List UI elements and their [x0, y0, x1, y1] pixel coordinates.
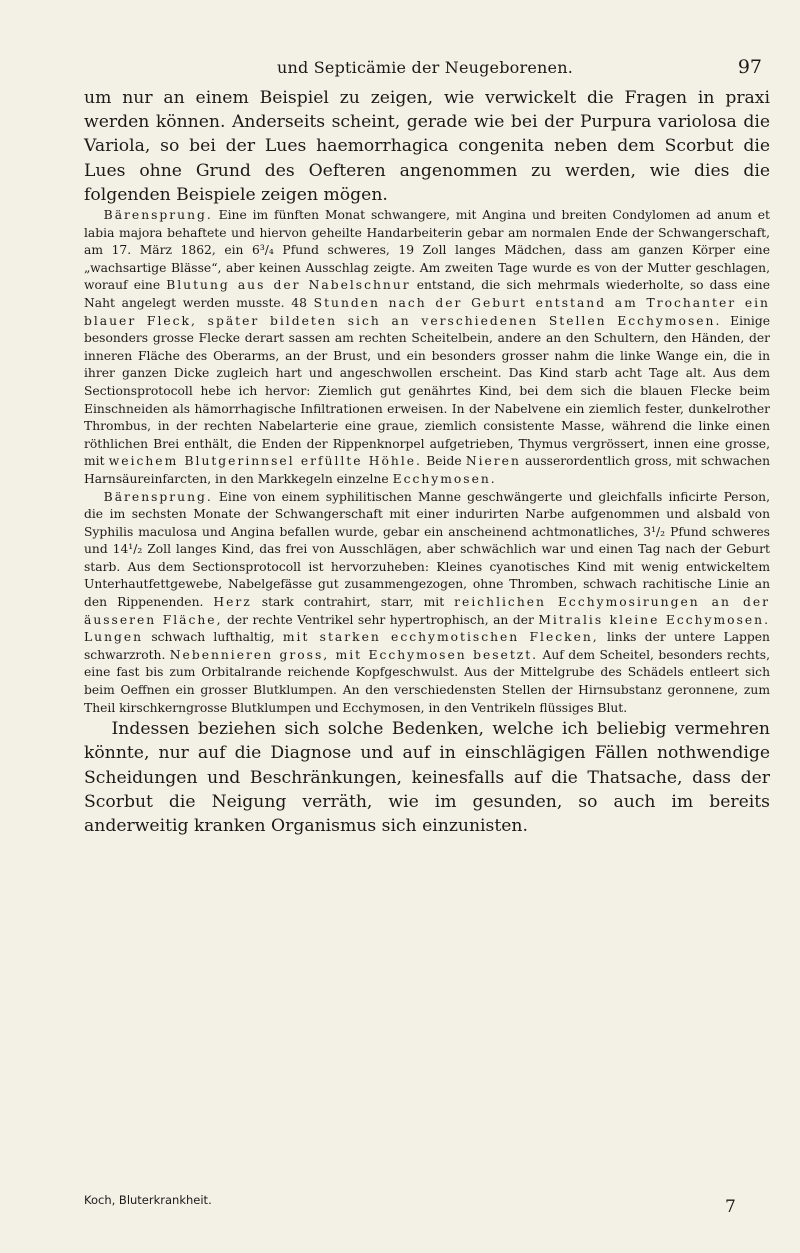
text-run: entstand, die sich mehrmals wiederholte, so dass eine Naht angelegt werden musste. 48	[84, 278, 770, 310]
text-run: Einige besonders grosse Flecke derart sassen am rechten Scheitelbein, andere an den Schultern, den Händen, der inneren Fläche des Oberarms, an der Brust, und ein besonders grosser nahm die linke Wange ein, die in ihrer ganzen Dicke zugleich hart und angeschwollen erscheint. Das Kind starb acht Tage alt. Aus dem Sectionsprotocoll hebe ich hervor: Ziemlich gut genährtes Kind, bei dem sich die blauen Flecke beim Einschneiden als hämorrhagische Infiltrationen erweisen. In der Nabelvene ein ziemlich fester, dunkelrother Thrombus, in der rechten Nabelarterie eine graue, ziemlich consistente Masse, während die linke einen röthlichen Brei enthält, die Enden der Rippenknorpel aufgetrieben, Thymus vergrössert, innen eine grosse, mit	[84, 313, 771, 469]
text-run: stark contrahirt, starr, mit	[251, 595, 455, 610]
intro-paragraph: um nur an einem Beispiel zu zeigen, wie verwickelt die Fragen in praxi werden können. Anderseits scheint, gerade wie bei der Purpura variolosa die Variola, so bei der Lues haemorrhagica congenita neben dem Scorbut die Lues ohne Grund des Oefteren angenommen zu werden, wie dies die folgenden Beispiele zeigen mögen.	[84, 88, 770, 205]
page-number: 97	[737, 56, 762, 78]
spaced-emphasis-text: Ecchymosen.	[392, 471, 497, 486]
case-paragraph-1	[84, 207, 770, 489]
text-run: links der untere Lappen schwarzroth.	[84, 630, 770, 662]
sheet-signature: Koch, Bluterkrankheit.	[84, 1193, 212, 1207]
closing-paragraph: Indessen beziehen sich solche Bedenken, welche ich beliebig vermehren könnte, nur auf die Diagnose und auf in einschlägigen Fällen nothwendige Scheidungen und Beschränkungen, keinesfalls auf die Thatsache, dass der Scorbut die Neigung verräth, wie im gesunden, so auch im bereits anderweitig kranken Organismus sich einzunisten.	[84, 719, 770, 837]
spaced-emphasis-text: Stunden nach der Geburt entstand am Trochanter ein blauer Fleck, später bildeten sich an verschiedenen Stellen Ecchymosen.	[84, 295, 770, 328]
text-run: Beide	[421, 454, 466, 469]
spaced-emphasis-text: Nieren	[465, 454, 521, 469]
page-header	[80, 58, 770, 84]
text-run: Eine im fünften Monat schwangere, mit Angina und breiten Condylomen ad anum et labia majora behaftete und hiervon geheilte Handarbeiterin gebar am normalen Ende der Schwangerschaft, am 17. März 1862, ein 6³/₄ Pfund schweres, 19 Zoll langes Mädchen, dass am ganzen Körper eine „wachsartige Blässe“, aber keinen Ausschlag zeigte. Am zweiten Tage wurde es von der Mutter geschlagen, worauf eine	[84, 208, 770, 293]
spaced-emphasis-text: Herz	[213, 595, 252, 610]
page-body	[84, 86, 770, 838]
spaced-emphasis-text: weichem Blutgerinnsel erfüllte Höhle.	[108, 454, 422, 469]
text-run: der rechte Ventrikel sehr hypertrophisch, an der	[222, 612, 539, 627]
text-run: Eine von einem syphilitischen Manne geschwängerte und gleichfalls inficirte Person, die im sechsten Monate der Schwangerschaft mit einer indurirten Narbe aufgenommen und alsbald von Syphilis maculosa und Angina befallen wurde, gebar ein anscheinend achtmonatliches, 3¹/₂ Pfund schweres und 14¹/₂ Zoll langes Kind, das frei von Ausschlägen, aber schwächlich war und einen Tag nach der Geburt starb. Aus dem Sectionsprotocoll ist hervorzuheben: Kleines cyanotisches Kind mit wenig entwickeltem Unterhautfettgewebe, Nabelgefässe gut zusammengezogen, ohne Thromben, schwach rachitische Linie an den Rippenenden.	[84, 489, 770, 610]
spaced-emphasis-text: Blutung aus der Nabelschnur	[166, 278, 411, 293]
spaced-emphasis-text: Bärensprung.	[103, 489, 213, 504]
text-run: schwach lufthaltig,	[143, 630, 283, 645]
sheet-number: 7	[725, 1197, 736, 1217]
spaced-emphasis-text: Bärensprung.	[103, 208, 213, 223]
text-run: Auf dem Scheitel, besonders rechts, eine fast bis zum Orbitalrande reichende Kopfgeschwulst. Aus der Mittelgrube des Schädels entleert sich beim Oeffnen ein grosser Blutklumpen. An den verschiedensten Stellen der Hirnsubstanz geronnene, zum Theil kirschkerngrosse Blutklumpen und Ecchymosen, in den Ventrikeln flüssiges Blut.	[84, 647, 770, 715]
spaced-emphasis-text: Nebennieren gross, mit Ecchymosen besetzt.	[169, 647, 539, 662]
running-head: und Septicämie der Neugeborenen.	[277, 58, 573, 77]
spaced-emphasis-text: Mitralis kleine Ecchymosen. Lungen	[84, 612, 770, 645]
text-run: ausserordentlich gross, mit schwachen Harnsäureinfarcten, in den Markkegeln einzelne	[84, 454, 770, 486]
spaced-emphasis-text: mit starken ecchymotischen Flecken,	[282, 630, 599, 645]
case-paragraph-2	[84, 489, 770, 718]
spaced-emphasis-text: reichlichen Ecchymosirungen an der äusseren Fläche,	[84, 595, 770, 627]
